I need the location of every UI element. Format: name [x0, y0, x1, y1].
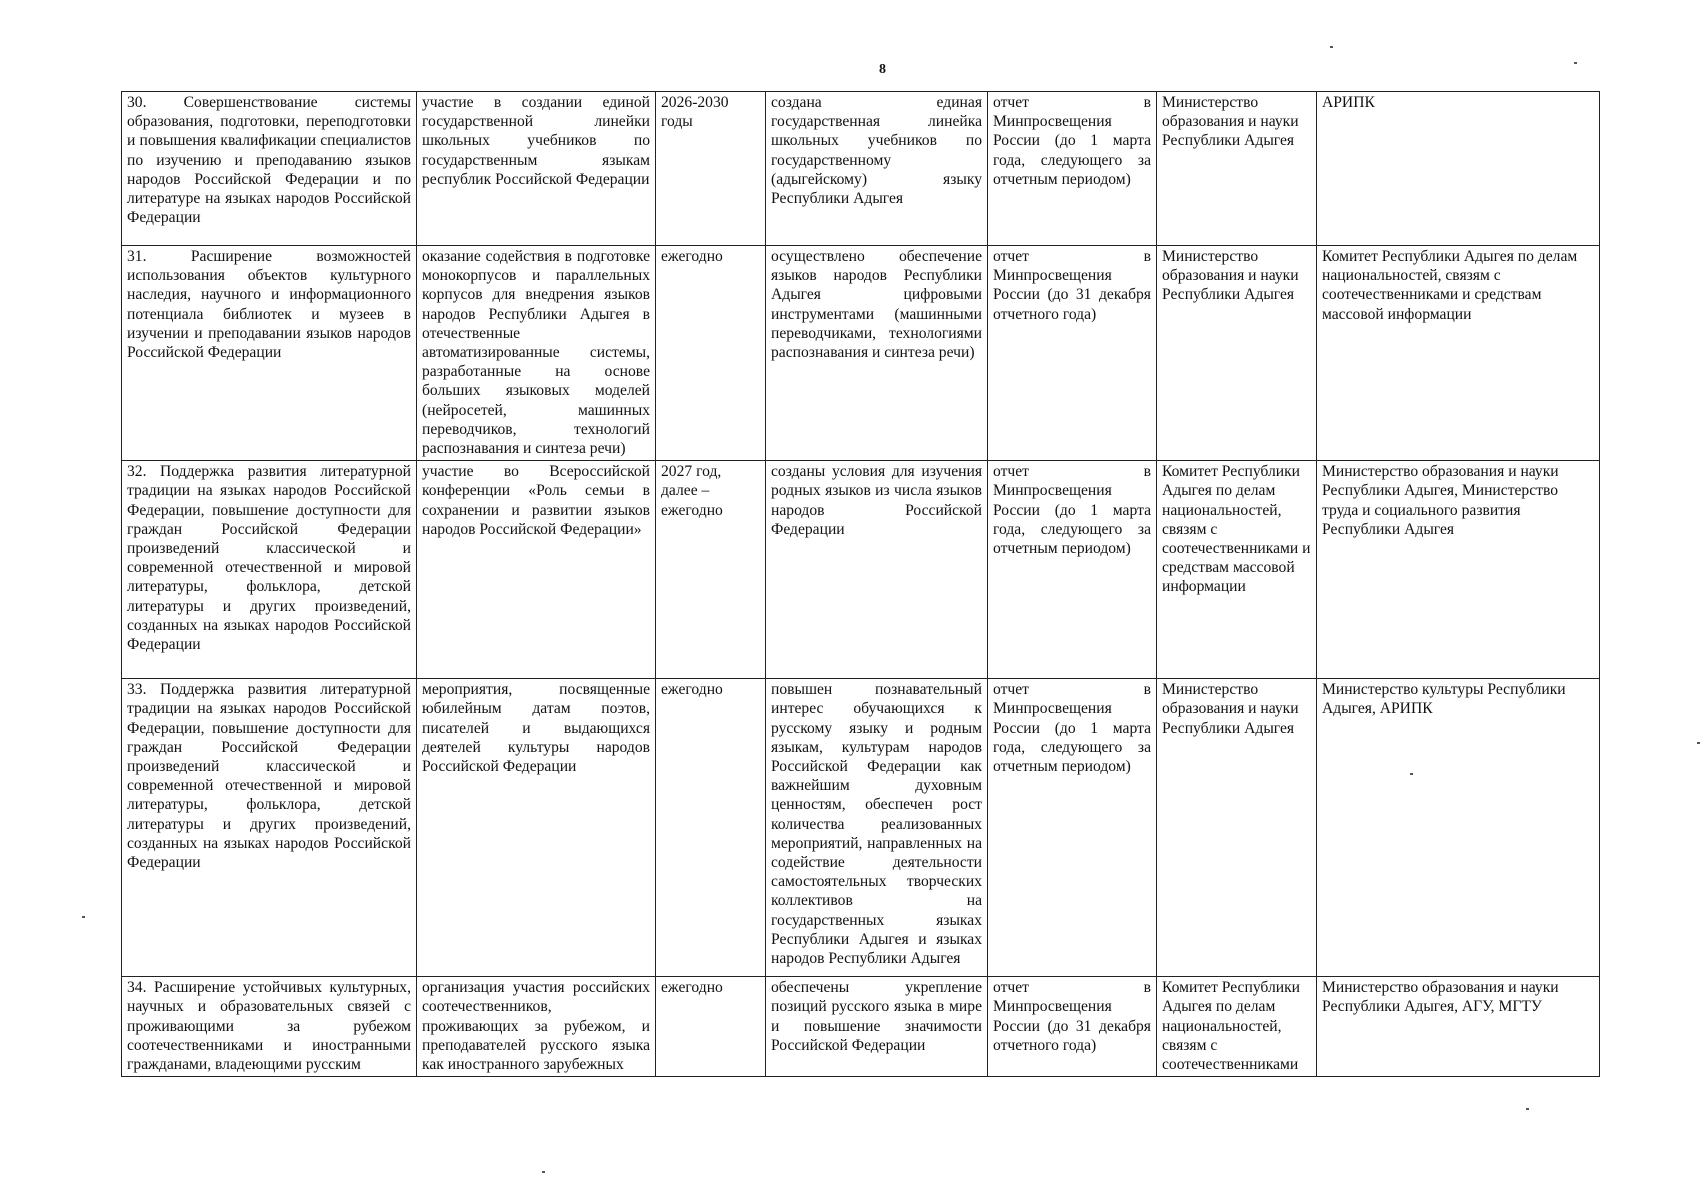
table-row [122, 679, 1600, 977]
report-cell: отчет в Минпросвещения России (до 1 марта года, следующего за отчетным периодом) [988, 679, 1157, 977]
responsible-cell: Министерство образования и науки Республики Адыгея [1157, 92, 1317, 246]
activity-cell: организация участия российских соотечественников, проживающих за рубежом, и преподавателей русского языка как иностранного зарубежных [417, 977, 656, 1077]
scan-speck [82, 916, 85, 918]
report-cell: отчет в Минпросвещения России (до 1 марта года, следующего за отчетным периодом) [988, 461, 1157, 679]
responsible-cell: Комитет Республики Адыгея по делам национальностей, связям с соотечественниками [1157, 977, 1317, 1077]
activity-cell: участие во Всероссийской конференции «Роль семьи в сохранении и развитии языков народов Российской Федерации» [417, 461, 656, 679]
result-cell: повышен познавательный интерес обучающихся к русскому языку и родным языкам, культурам народов Российской Федерации как важнейшим духовным ценностям, обеспечен рост количества реализованных мероприятий, направленных на содействие деятельности самостоятельных творческих коллективов на государственных языках Республики Адыгея и языках народов Республики Адыгея [766, 679, 988, 977]
task-cell: 33. Поддержка развития литературной традиции на языках народов Российской Федерации, повышение доступности для граждан Российской Федерации произведений классической и современной отечественной и мировой литературы, фольклора, детской литературы и других произведений, созданных на языках народов Российской Федерации [122, 679, 417, 977]
coexecutors-cell: Комитет Республики Адыгея по делам национальностей, связям с соотечественниками и средствам массовой информации [1317, 246, 1600, 461]
coexecutors-cell: АРИПК [1317, 92, 1600, 246]
period-cell: 2027 год, далее – ежегодно [656, 461, 766, 679]
result-cell: осуществлено обеспечение языков народов Республики Адыгея цифровыми инструментами (машинными переводчиками, технологиями распознавания и синтеза речи) [766, 246, 988, 461]
scan-speck [1697, 742, 1700, 744]
action-plan-table [121, 91, 1600, 1077]
report-cell: отчет в Минпросвещения России (до 31 декабря отчетного года) [988, 977, 1157, 1077]
table-row [122, 246, 1600, 461]
responsible-cell: Комитет Республики Адыгея по делам национальностей, связям с соотечественниками и средствам массовой информации [1157, 461, 1317, 679]
table-row [122, 461, 1600, 679]
period-cell: ежегодно [656, 977, 766, 1077]
responsible-cell: Министерство образования и науки Республики Адыгея [1157, 679, 1317, 977]
task-cell: 34. Расширение устойчивых культурных, научных и образовательных связей с проживающими за рубежом соотечественниками и иностранными гражданами, владеющими русским [122, 977, 417, 1077]
scan-speck [1574, 62, 1577, 64]
report-cell: отчет в Минпросвещения России (до 1 марта года, следующего за отчетным периодом) [988, 92, 1157, 246]
scan-speck [542, 1171, 545, 1173]
page-number: 8 [879, 62, 886, 77]
scan-speck [1410, 773, 1413, 775]
responsible-cell: Министерство образования и науки Республики Адыгея [1157, 246, 1317, 461]
scan-speck [1330, 46, 1333, 48]
coexecutors-cell: Министерство образования и науки Республики Адыгея, АГУ, МГТУ [1317, 977, 1600, 1077]
report-cell: отчет в Минпросвещения России (до 31 декабря отчетного года) [988, 246, 1157, 461]
coexecutors-cell: Министерство культуры Республики Адыгея, АРИПК [1317, 679, 1600, 977]
period-cell: ежегодно [656, 246, 766, 461]
period-cell: 2026-2030 годы [656, 92, 766, 246]
result-cell: обеспечены укрепление позиций русского языка в мире и повышение значимости Российской Федерации [766, 977, 988, 1077]
activity-cell: участие в создании единой государственной линейки школьных учебников по государственным языкам республик Российской Федерации [417, 92, 656, 246]
result-cell: созданы условия для изучения родных языков из числа языков народов Российской Федерации [766, 461, 988, 679]
task-cell: 31. Расширение возможностей использования объектов культурного наследия, научного и информационного потенциала библиотек и музеев в изучении и преподавании языков народов Российской Федерации [122, 246, 417, 461]
period-cell: ежегодно [656, 679, 766, 977]
result-cell: создана единая государственная линейка школьных учебников по государственному (адыгейскому) языку Республики Адыгея [766, 92, 988, 246]
table-row [122, 977, 1600, 1077]
scan-speck [1526, 1108, 1529, 1110]
coexecutors-cell: Министерство образования и науки Республики Адыгея, Министерство труда и социального развития Республики Адыгея [1317, 461, 1600, 679]
task-cell: 30. Совершенствование системы образования, подготовки, переподготовки и повышения квалификации специалистов по изучению и преподаванию языков народов Российской Федерации и по литературе на языках народов Российской Федерации [122, 92, 417, 246]
activity-cell: оказание содействия в подготовке монокорпусов и параллельных корпусов для внедрения языков народов Республики Адыгея в отечественные автоматизированные системы, разработанные на основе больших языковых моделей (нейросетей, машинных переводчиков, технологий распознавания и синтеза речи) [417, 246, 656, 461]
table-row [122, 92, 1600, 246]
task-cell: 32. Поддержка развития литературной традиции на языках народов Российской Федерации, повышение доступности для граждан Российской Федерации произведений классической и современной отечественной и мировой литературы, фольклора, детской литературы и других произведений, созданных на языках народов Российской Федерации [122, 461, 417, 679]
activity-cell: мероприятия, посвященные юбилейным датам поэтов, писателей и выдающихся деятелей культуры народов Российской Федерации [417, 679, 656, 977]
